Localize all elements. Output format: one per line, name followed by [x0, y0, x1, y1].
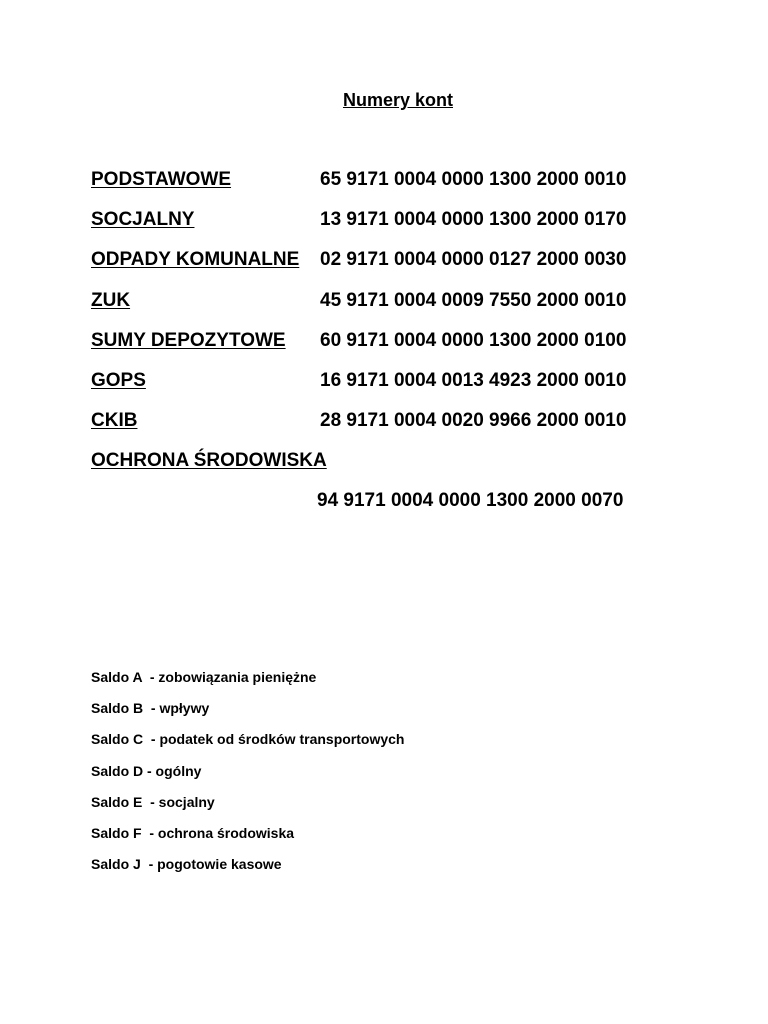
- account-row-gops: [91, 368, 731, 408]
- account-number: 65 9171 0004 0000 1300 2000 0010: [320, 169, 627, 190]
- legend-item-saldo-b: Saldo B - wpływy: [91, 700, 210, 717]
- account-row-ochrona-srodowiska: [91, 448, 731, 512]
- account-row-ckib: [91, 408, 731, 448]
- account-number: 60 9171 0004 0000 1300 2000 0100: [320, 329, 627, 351]
- account-name: OCHRONA ŚRODOWISKA: [91, 450, 327, 472]
- account-row-socjalny: [91, 207, 731, 247]
- account-name: SUMY DEPOZYTOWE: [91, 329, 286, 351]
- saldo-legend: [91, 667, 691, 885]
- account-number: 28 9171 0004 0020 9966 2000 0010: [320, 410, 627, 432]
- legend-item-saldo-f: Saldo F - ochrona środowiska: [91, 824, 295, 841]
- account-row-zuk: [91, 288, 731, 328]
- account-list: [91, 167, 731, 512]
- account-name: CKIB: [91, 410, 138, 432]
- account-name: ODPADY KOMUNALNE: [91, 249, 300, 271]
- account-number: 13 9171 0004 0000 1300 2000 0170: [320, 209, 627, 231]
- account-name: PODSTAWOWE: [91, 169, 232, 190]
- account-number: 16 9171 0004 0013 4923 2000 0010: [320, 369, 627, 391]
- account-row-podstawowe: [91, 167, 731, 207]
- account-name: SOCJALNY: [91, 209, 195, 231]
- legend-item-saldo-d: Saldo D - ogólny: [91, 762, 202, 779]
- account-row-sumy-depozytowe: [91, 328, 731, 368]
- account-number: 02 9171 0004 0000 0127 2000 0030: [320, 249, 627, 271]
- account-number: 45 9171 0004 0009 7550 2000 0010: [320, 289, 627, 311]
- page-title: Numery kont: [342, 90, 454, 110]
- legend-item-saldo-c: Saldo C - podatek od środków transportowych: [91, 731, 405, 748]
- legend-item-saldo-a: Saldo A - zobowiązania pieniężne: [91, 669, 317, 685]
- legend-item-saldo-e: Saldo E - socjalny: [91, 793, 215, 810]
- account-name: GOPS: [91, 369, 146, 391]
- account-name: ZUK: [91, 289, 131, 311]
- legend-item-saldo-j: Saldo J - pogotowie kasowe: [91, 856, 282, 873]
- account-row-odpady-komunalne: [91, 247, 731, 287]
- account-number: 94 9171 0004 0000 1300 2000 0070: [317, 490, 624, 512]
